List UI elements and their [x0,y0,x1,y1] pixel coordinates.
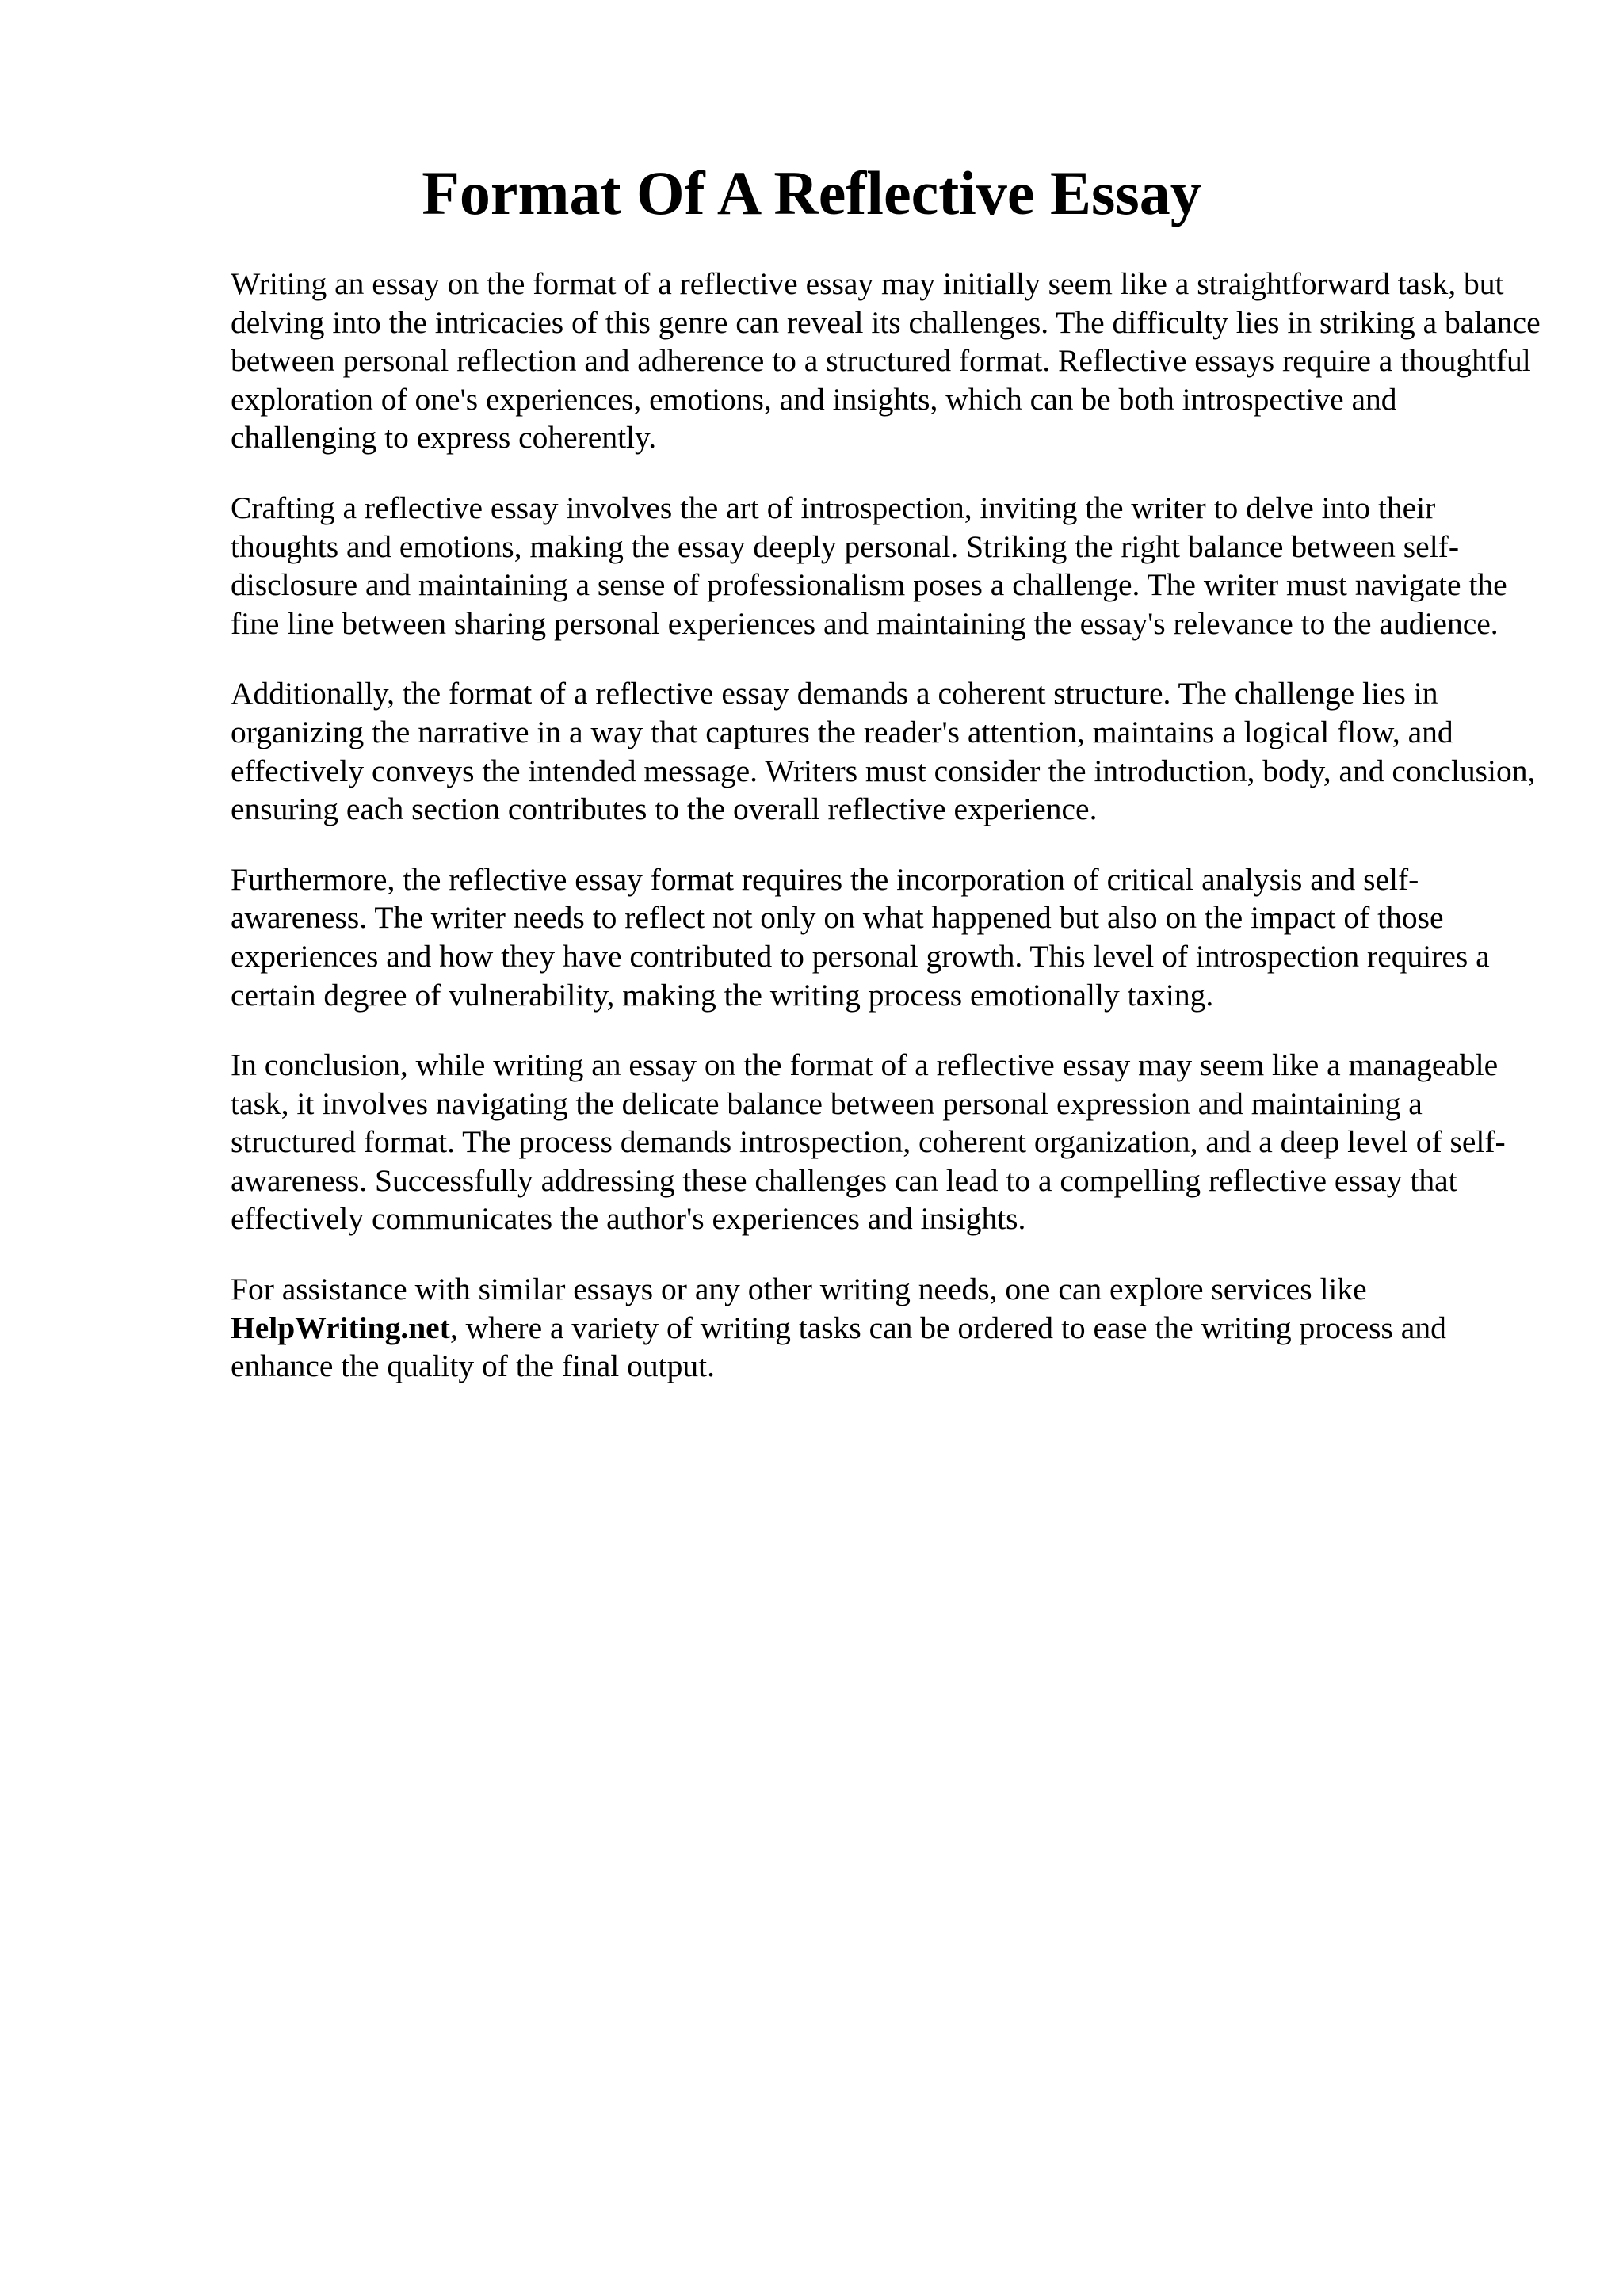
closing-text-after: , where a variety of writing tasks can be ordered to ease the writing process and enhance the quality of the final output. [231,1310,1446,1384]
essay-body [231,265,1546,1417]
brand-name: HelpWriting.net [231,1310,450,1345]
paragraph-3: Additionally, the format of a reflective essay demands a coherent structure. The challenge lies in organizing the narrative in a way that captures the reader's attention, maintains a logical flow, and effectively conveys the intended message. Writers must consider the introduction, body, and conclusion, ensuring each section contributes to the overall reflective experience. [231,676,1536,827]
paragraph-1: Writing an essay on the format of a reflective essay may initially seem like a straightforward task, but delving into the intricacies of this genre can reveal its challenges. The difficulty lies in striking a balance between personal reflection and adherence to a structured format. Reflective essays require a thoughtful exploration of one's experiences, emotions, and insights, which can be both introspective and challenging to express coherently. [231,266,1541,456]
paragraph-4: Furthermore, the reflective essay format requires the incorporation of critical analysis and self-awareness. The writer needs to reflect not only on what happened but also on the impact of those experiences and how they have contributed to personal growth. This level of introspection requires a certain degree of vulnerability, making the writing process emotionally taxing. [231,861,1490,1013]
closing-paragraph [231,1270,1546,1386]
paragraph-5: In conclusion, while writing an essay on the format of a reflective essay may seem like a manageable task, it involves navigating the delicate balance between personal expression and maintaining a structured format. The process demands introspection, coherent organization, and a deep level of self-awareness. Successfully addressing these challenges can lead to a compelling reflective essay that effectively communicates the author's experiences and insights. [231,1047,1506,1237]
paragraph-2: Crafting a reflective essay involves the art of introspection, inviting the writer to delve into their thoughts and emotions, making the essay deeply personal. Striking the right balance between self-disclosure and maintaining a sense of professionalism poses a challenge. The writer must navigate the fine line between sharing personal experiences and maintaining the essay's relevance to the audience. [231,490,1507,641]
closing-text-before: For assistance with similar essays or any other writing needs, one can explore services like [231,1272,1367,1307]
page-title: Format Of A Reflective Essay [422,158,1201,227]
